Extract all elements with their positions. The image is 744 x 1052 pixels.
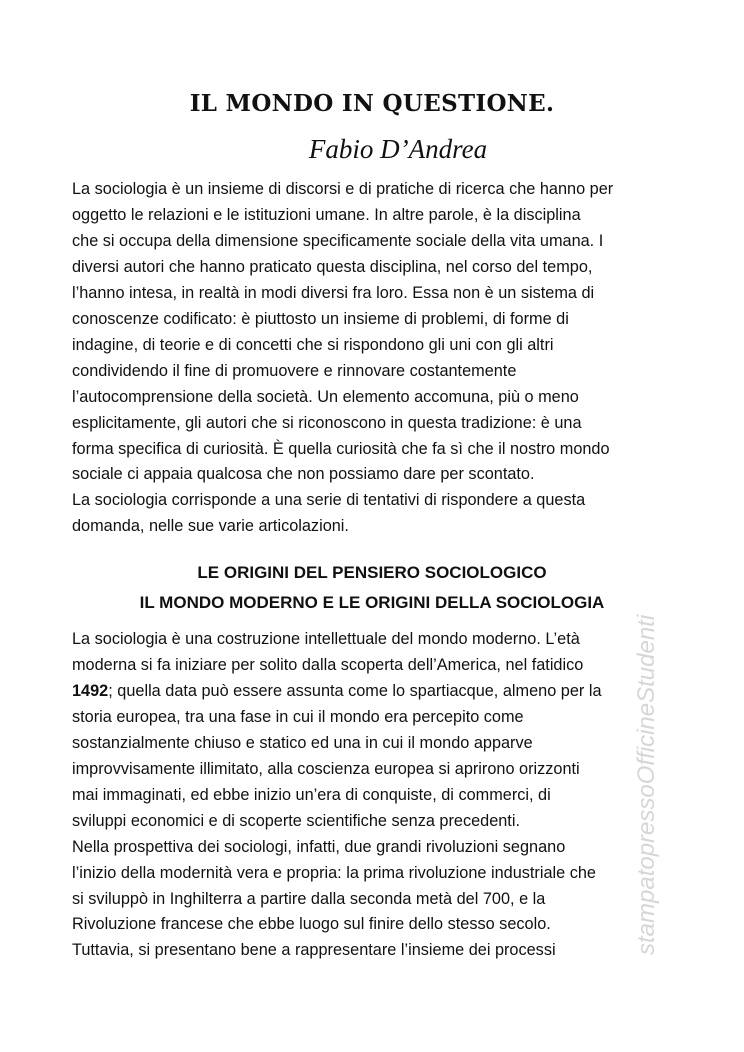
text-line: Rivoluzione francese che ebbe luogo sul finire dello stesso secolo.	[72, 915, 551, 934]
text-line: l’inizio della modernità vera e propria: la prima rivoluzione industriale che	[72, 863, 596, 882]
text-line: mai immaginati, ed ebbe inizio un’era di conquiste, di commerci, di	[72, 785, 551, 804]
text-line: La sociologia è un insieme di discorsi e di pratiche di ricerca che hanno per	[72, 180, 614, 198]
text-line: improvvisamente illimitato, alla coscienza europea si aprirono orizzonti	[72, 759, 580, 778]
text-line: indagine, di teorie e di concetti che si rispondono gli uni con gli altri	[72, 335, 554, 354]
text-line: sviluppi economici e di scoperte scientifiche senza precedenti.	[72, 811, 520, 830]
text-line: l’autocomprensione della società. Un elemento accomuna, più o meno	[72, 387, 579, 406]
text-span: ; quella data può essere assunta come lo spartiacque, almeno per la	[108, 681, 602, 700]
author-name: Fabio D’Andrea	[308, 134, 488, 164]
text-line: La sociologia corrisponde a una serie di tentativi di rispondere a questa	[72, 491, 586, 510]
section-heading: LE ORIGINI DEL PENSIERO SOCIOLOGICO	[197, 563, 547, 582]
body-paragraph	[72, 627, 602, 964]
text-line: si sviluppò in Inghilterra a partire dalla seconda metà del 700, e la	[72, 889, 546, 908]
text-line	[72, 679, 602, 705]
text-line: Nella prospettiva dei sociologi, infatti, due grandi rivoluzioni segnano	[72, 837, 566, 856]
document-title: IL MONDO IN QUESTIONE.	[189, 90, 555, 117]
text-line: esplicitamente, gli autori che si riconoscono in questa tradizione: è una	[72, 413, 582, 432]
watermark: stampatopressoOfficineStudenti	[633, 614, 660, 955]
text-line: sociale ci appaia qualcosa che non possiamo dare per scontato.	[72, 465, 535, 484]
text-line: forma specifica di curiosità. È quella curiosità che fa sì che il nostro mondo	[72, 439, 610, 458]
text-line: sostanzialmente chiuso e statico ed una in cui il mondo apparve	[72, 733, 533, 752]
text-line: domanda, nelle sue varie articolazioni.	[72, 517, 349, 536]
text-line: moderna si fa iniziare per solito dalla scoperta dell’America, nel fatidico	[72, 655, 584, 674]
text-line: conoscenze codificato: è piuttosto un insieme di problemi, di forme di	[72, 309, 569, 328]
text-line: oggetto le relazioni e le istituzioni umane. In altre parole, è la disciplina	[72, 205, 581, 224]
text-line: La sociologia è una costruzione intellettuale del mondo moderno. L’età	[72, 630, 580, 648]
text-line: l’hanno intesa, in realtà in modi diversi fra loro. Essa non è un sistema di	[72, 283, 595, 302]
year-bold: 1492	[72, 681, 109, 700]
text-line: condividendo il fine di promuovere e rinnovare costantemente	[72, 361, 517, 380]
intro-paragraph	[72, 177, 613, 540]
section-subheading: IL MONDO MODERNO E LE ORIGINI DELLA SOCIOLOGIA	[139, 593, 605, 612]
text-line: che si occupa della dimensione specificamente sociale della vita umana. I	[72, 231, 604, 250]
text-line: diversi autori che hanno praticato questa disciplina, nel corso del tempo,	[72, 257, 593, 276]
text-line: Tuttavia, si presentano bene a rappresentare l’insieme dei processi	[72, 941, 556, 960]
text-line: storia europea, tra una fase in cui il mondo era percepito come	[72, 707, 524, 726]
